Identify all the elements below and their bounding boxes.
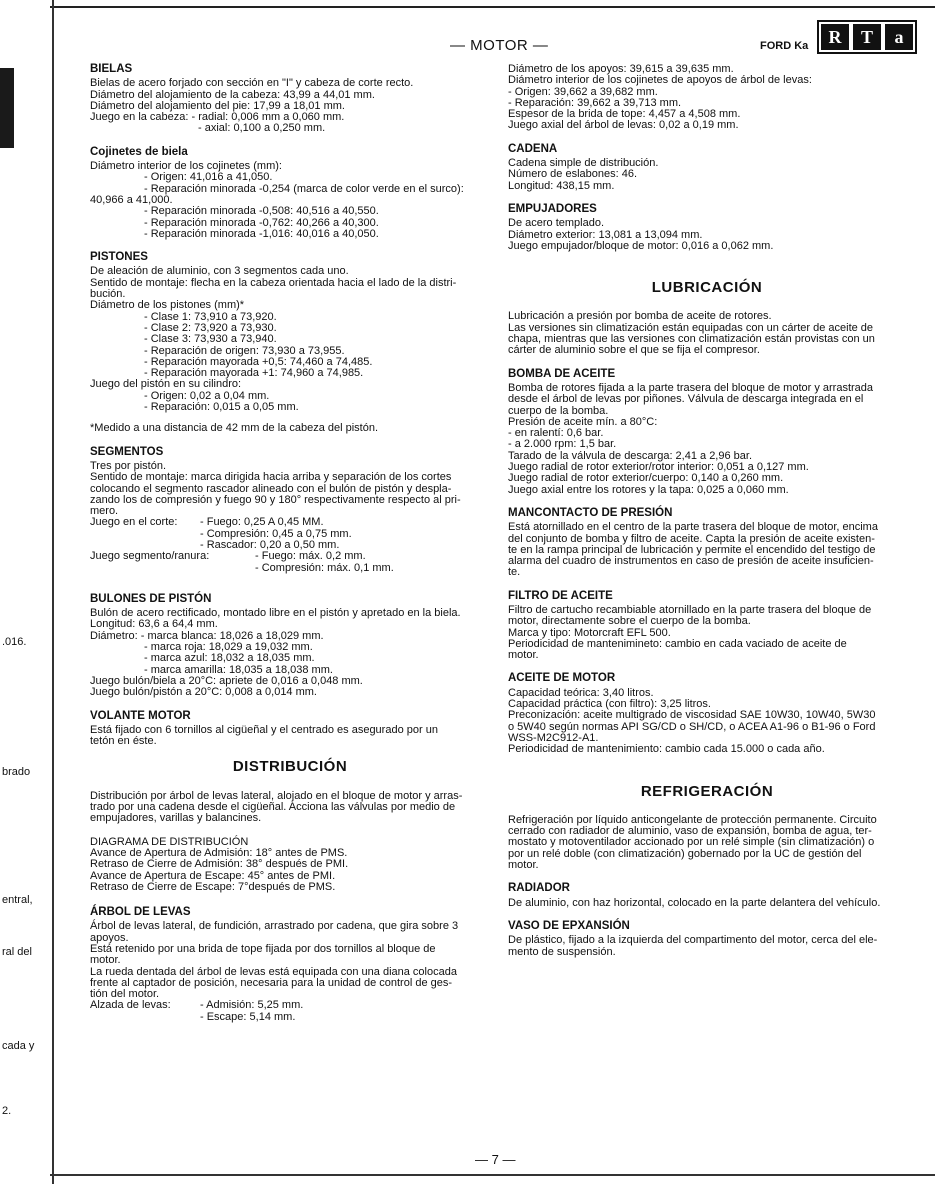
text-line: Longitud: 63,6 a 64,4 mm. — [90, 618, 218, 631]
text-line: Diámetro interior de los cojinetes (mm): — [90, 160, 282, 173]
text-line: Longitud: 438,15 mm. — [508, 179, 615, 192]
list-item: - Reparación de origen: 73,930 a 73,955. — [144, 344, 345, 357]
section-empujadores — [508, 204, 906, 252]
text-line: Juego bulón/pistón a 20°C: 0,008 a 0,014 mm. — [90, 686, 317, 699]
section-cadena — [508, 144, 906, 192]
text-line: por un relé doble (con climatización) gobernado por la UC de gestión del — [508, 847, 862, 860]
logo-letter: a — [885, 24, 913, 50]
text-line: Las versiones sin climatización están equipadas con un cárter de aceite de — [508, 321, 874, 334]
text-line: Marca y tipo: Motorcraft EFL 500. — [508, 626, 671, 639]
list-item: - marca roja: 18,029 a 19,032 mm. — [144, 641, 313, 654]
list-item: - Fuego: 0,25 A 0,45 MM. — [200, 516, 324, 529]
text-line: La rueda dentada del árbol de levas está equipada con una diana colocada — [90, 965, 457, 978]
section-arbol-cont — [508, 64, 906, 132]
text-line: Diámetro de los pistones (mm)* — [90, 299, 245, 312]
margin-fragment: .016. — [2, 636, 27, 648]
section-heading: BOMBA DE ACEITE — [508, 367, 616, 380]
chapter-heading: REFRIGERACIÓN — [640, 782, 774, 800]
text-line: Tres por pistón. — [90, 459, 167, 472]
list-item: - Rascador: 0,20 a 0,50 mm. — [200, 538, 340, 551]
section-heading: BIELAS — [90, 63, 133, 75]
text-line: Diámetro: - marca blanca: 18,026 a 18,029 mm. — [90, 629, 324, 642]
text-line: del conjunto de bomba y filtro de aceite. Capta la presión de aceite existen- — [508, 532, 875, 545]
text-line: Diámetro de los apoyos: 39,615 a 39,635 mm. — [508, 63, 734, 75]
section-filtro — [508, 591, 906, 662]
text-line: mero. — [90, 505, 119, 518]
section-heading: RADIADOR — [508, 882, 570, 895]
section-cojinetes — [90, 147, 490, 240]
section-lubricacion — [508, 311, 906, 356]
text-line: Juego en la cabeza: - radial: 0,006 mm a 0,060 mm. — [90, 111, 345, 124]
text-line: 40,966 a 41,000. — [90, 193, 173, 206]
section-bielas — [90, 64, 490, 135]
text-line: Diámetro del alojamiento de la cabeza: 43,99 a 44,01 mm. — [90, 88, 375, 101]
text-line: Espesor de la brida de tope: 4,457 a 4,508 mm. — [508, 108, 741, 121]
list-item: - Reparación minorada -0,254 (marca de color verde en el surco): — [144, 182, 464, 195]
list-item: - Compresión: máx. 0,1 mm. — [255, 561, 394, 574]
left-column — [90, 64, 490, 1035]
text-line: Preconización: aceite multigrado de viscosidad SAE 10W30, 10W40, 5W30 — [508, 709, 876, 722]
right-column — [508, 64, 906, 970]
section-refrigeracion — [508, 815, 906, 871]
logo-letter: T — [853, 24, 881, 50]
text-line: motor. — [508, 859, 539, 872]
section-arbol — [90, 907, 490, 1023]
text-line: Árbol de levas lateral, de fundición, arrastrado por cadena, que gira sobre 3 — [90, 920, 459, 933]
binding-mark — [0, 68, 14, 148]
text-line: Sentido de montaje: flecha en la cabeza orientada hacia el lado de la distri- — [90, 276, 457, 289]
text-line: Número de eslabones: 46. — [508, 168, 638, 181]
text-line: Tarado de la válvula de descarga: 2,41 a 2,96 bar. — [508, 449, 753, 462]
footnote: *Medido a una distancia de 42 mm de la cabeza del pistón. — [90, 422, 379, 435]
text-line: Juego axial del árbol de levas: 0,02 a 0,19 mm. — [508, 119, 739, 132]
list-item: - Reparación: 0,015 a 0,05 mm. — [144, 401, 299, 414]
chapter-heading: DISTRIBUCIÓN — [232, 758, 348, 776]
list-item: - Escape: 5,14 mm. — [200, 1010, 296, 1023]
row-label: Juego en el corte: — [90, 516, 178, 529]
text-line: Avance de Apertura de Admisión: 18° antes de PMS. — [90, 846, 348, 859]
text-line: motor. — [508, 649, 539, 662]
text-line: Juego radial de rotor exterior/rotor interior: 0,051 a 0,127 mm. — [508, 461, 809, 474]
text-line: De aleación de aluminio, con 3 segmentos cada uno. — [90, 265, 349, 278]
list-item: - Reparación minorada -0,508: 40,516 a 40,550. — [144, 205, 379, 218]
logo-letter: R — [821, 24, 849, 50]
text-line: Periodicidad de mantenimiento: cambio cada 15.000 o cada año. — [508, 743, 825, 756]
list-item: - Clase 1: 73,910 a 73,920. — [144, 310, 277, 323]
list-item: - Admisión: 5,25 mm. — [200, 999, 304, 1012]
text-line: trado por una cadena desde el cigüeñal. Acciona las válvulas por medio de — [90, 801, 456, 814]
text-line: Capacidad teórica: 3,40 litros. — [508, 686, 654, 699]
text-line: cárter de aluminio sobre el que se fija el compresor. — [508, 344, 760, 357]
section-heading: MANCONTACTO DE PRESIÓN — [508, 506, 673, 519]
text-line: motor, directamente sobre el cuerpo de la bomba. — [508, 615, 751, 628]
text-line: empujadores, varillas y balancines. — [90, 812, 262, 825]
text-line: Retraso de Cierre de Admisión: 38° después de PMI. — [90, 858, 349, 871]
text-line: colocando el segmento rascador alineado con el bulón de pistón y despla- — [90, 482, 452, 495]
text-line: bución. — [90, 288, 126, 301]
text-line: Retraso de Cierre de Escape: 7°después de PMS. — [90, 880, 336, 893]
text-line: De aluminio, con haz horizontal, colocado en la parte delantera del vehículo. — [508, 896, 881, 909]
text-line: te. — [508, 566, 521, 579]
vehicle-model: FORD Ka — [760, 40, 809, 52]
text-line: De plástico, fijado a la izquierda del compartimento del motor, cerca del ele- — [508, 934, 878, 947]
text-line: Filtro de cartucho recambiable atornillado en la parte trasera del bloque de — [508, 603, 872, 616]
section-vaso — [508, 921, 906, 958]
margin-fragment: 2. — [2, 1105, 12, 1117]
text-line: - axial: 0,100 a 0,250 mm. — [198, 122, 326, 135]
section-heading: ACEITE DE MOTOR — [508, 672, 616, 685]
row-label: Alzada de levas: — [90, 999, 171, 1012]
rta-logo — [817, 20, 917, 54]
list-item: - Origen: 41,016 a 41,050. — [144, 171, 273, 184]
text-line: Está fijado con 6 tornillos al cigüeñal y el centrado es asegurado por un — [90, 723, 438, 736]
text-line: alarma del cuadro de instrumentos en caso de presión de aceite insuficien- — [508, 555, 874, 568]
text-line: - a 2.000 rpm: 1,5 bar. — [508, 438, 617, 451]
text-line: Cadena simple de distribución. — [508, 157, 659, 170]
list-item: - Clase 3: 73,930 a 73,940. — [144, 333, 277, 346]
page-title: — MOTOR — — [450, 37, 549, 54]
margin-fragment: ral del — [2, 946, 32, 958]
text-line: WSS-M2C912-A1. — [508, 731, 599, 744]
section-heading: VASO DE EPXANSIÓN — [508, 919, 630, 932]
text-line: Capacidad práctica (con filtro): 3,25 litros. — [508, 698, 711, 711]
text-line: apoyos. — [90, 931, 129, 944]
list-item: - Compresión: 0,45 a 0,75 mm. — [200, 527, 352, 540]
list-item: - Reparación minorada -1,016: 40,016 a 40,050. — [144, 227, 379, 240]
page-left-rule — [52, 0, 54, 1184]
text-line: De acero templado. — [508, 217, 604, 230]
section-volante — [90, 711, 490, 748]
page-top-rule — [50, 6, 935, 8]
text-line: desde el árbol de levas por piñones. Válvula de descarga integrada en el — [508, 393, 864, 406]
text-line: te en la rampa principal de lubricación y permite el encendido del testigo de — [508, 543, 876, 556]
section-distribucion — [90, 791, 490, 893]
text-line: mostato y motoventilador accionado por un relé simple (sin climatización) o — [508, 836, 875, 849]
corte-row — [90, 517, 490, 528]
text-line: o 5W40 según normas API SG/CD o SH/CD, o ACEA A1-96 o B1-96 o Ford — [508, 720, 876, 733]
section-aceite — [508, 673, 906, 755]
list-item: - Reparación mayorada +0,5: 74,460 a 74,485. — [144, 355, 373, 368]
subheading: DIAGRAMA DE DISTRIBUCIÓN — [90, 835, 249, 848]
text-line: cuerpo de la bomba. — [508, 404, 609, 417]
text-line: - Origen: 39,662 a 39,682 mm. — [508, 85, 658, 98]
text-line: Juego del pistón en su cilindro: — [90, 378, 242, 391]
text-line: Juego empujador/bloque de motor: 0,016 a 0,062 mm. — [508, 239, 774, 252]
section-heading: ÁRBOL DE LEVAS — [90, 906, 191, 919]
margin-fragment: cada y — [2, 1040, 35, 1052]
text-line: Bulón de acero rectificado, montado libre en el pistón y apretado en la biela. — [90, 607, 461, 620]
page-number: — 7 — — [475, 1152, 516, 1167]
section-segmentos — [90, 447, 490, 574]
text-line: Sentido de montaje: marca dirigida hacia arriba y separación de los cortes — [90, 471, 452, 484]
text-line: Distribución por árbol de levas lateral, alojado en el bloque de motor y arras- — [90, 789, 463, 802]
section-mancontacto — [508, 508, 906, 579]
list-item: - marca amarilla: 18,035 a 18,038 mm. — [144, 663, 333, 676]
list-item: - marca azul: 18,032 a 18,035 mm. — [144, 652, 315, 665]
row-label: Juego segmento/ranura: — [90, 550, 210, 563]
margin-fragment: entral, — [2, 894, 33, 906]
chapter-heading: LUBRICACIÓN — [651, 279, 763, 297]
section-heading: CADENA — [508, 142, 558, 155]
text-line: Periodicidad de mantenimineto: cambio en cada vaciado de aceite de — [508, 637, 847, 650]
text-line: Refrigeración por líquido anticongelante de protección permanente. Circuito — [508, 813, 877, 826]
margin-fragment: brado — [2, 766, 31, 778]
text-line: Avance de Apertura de Escape: 45° antes de PMI. — [90, 869, 336, 882]
text-line: cerrado con radiador de aluminio, vaso de expansión, bomba de agua, ter- — [508, 825, 872, 838]
text-line: frente al captador de posición, necesaria para la unidad de control de ges- — [90, 976, 453, 989]
section-heading: VOLANTE MOTOR — [90, 709, 191, 722]
page-bottom-rule — [50, 1174, 935, 1176]
text-line: tión del motor. — [90, 988, 160, 1001]
list-item: - Reparación minorada -0,762: 40,266 a 40,300. — [144, 216, 379, 229]
list-item: - Reparación mayorada +1: 74,960 a 74,985. — [144, 367, 364, 380]
text-line: chapa, mientras que las versiones con climatización están provistas con un — [508, 333, 875, 346]
text-line: Juego radial de rotor exterior/cuerpo: 0,140 a 0,260 mm. — [508, 472, 784, 485]
text-line: Está retenido por una brida de tope fijada por dos tornillos al bloque de — [90, 943, 436, 955]
section-bomba — [508, 369, 906, 496]
text-line: - Reparación: 39,662 a 39,713 mm. — [508, 96, 682, 109]
text-line: mento de suspensión. — [508, 945, 616, 958]
text-line: Lubricación a presión por bomba de aceite de rotores. — [508, 310, 772, 323]
text-line: Presión de aceite mín. a 80°C: — [508, 415, 658, 428]
ranura-row — [90, 551, 490, 562]
section-pistones — [90, 252, 490, 434]
text-line: Juego bulón/biela a 20°C: apriete de 0,016 a 0,048 mm. — [90, 674, 363, 687]
text-line: Juego axial entre los rotores y la tapa: 0,025 a 0,060 mm. — [508, 483, 789, 496]
section-radiador — [508, 883, 906, 909]
section-bulones — [90, 594, 490, 699]
list-item: - Fuego: máx. 0,2 mm. — [255, 550, 366, 563]
text-line: tetón en éste. — [90, 735, 157, 748]
text-line: Diámetro interior de los cojinetes de apoyos de árbol de levas: — [508, 74, 812, 87]
section-heading: FILTRO DE ACEITE — [508, 589, 613, 602]
text-line: Bielas de acero forjado con sección en "I" y cabeza de corte recto. — [90, 77, 414, 90]
text-line: Diámetro exterior: 13,081 a 13,094 mm. — [508, 228, 703, 241]
list-item: - Origen: 0,02 a 0,04 mm. — [144, 389, 270, 402]
section-heading: EMPUJADORES — [508, 202, 597, 215]
section-heading: PISTONES — [90, 251, 148, 264]
section-heading: BULONES DE PISTÓN — [90, 592, 212, 605]
text-line: Está atornillado en el centro de la parte trasera del bloque de motor, encima — [508, 521, 878, 534]
text-line: - en ralentí: 0,6 bar. — [508, 427, 604, 440]
section-heading: Cojinetes de biela — [90, 145, 188, 158]
text-line: Bomba de rotores fijada a la parte trasera del bloque de motor y arrastrada — [508, 381, 874, 394]
text-line: motor. — [90, 954, 121, 967]
list-item: - Clase 2: 73,920 a 73,930. — [144, 321, 277, 334]
text-line: Diámetro del alojamiento del pie: 17,99 a 18,01 mm. — [90, 99, 345, 112]
text-line: zando los de compresión y fuego 90 y 180° respectivamente respecto al pri- — [90, 493, 461, 506]
section-heading: SEGMENTOS — [90, 445, 164, 458]
